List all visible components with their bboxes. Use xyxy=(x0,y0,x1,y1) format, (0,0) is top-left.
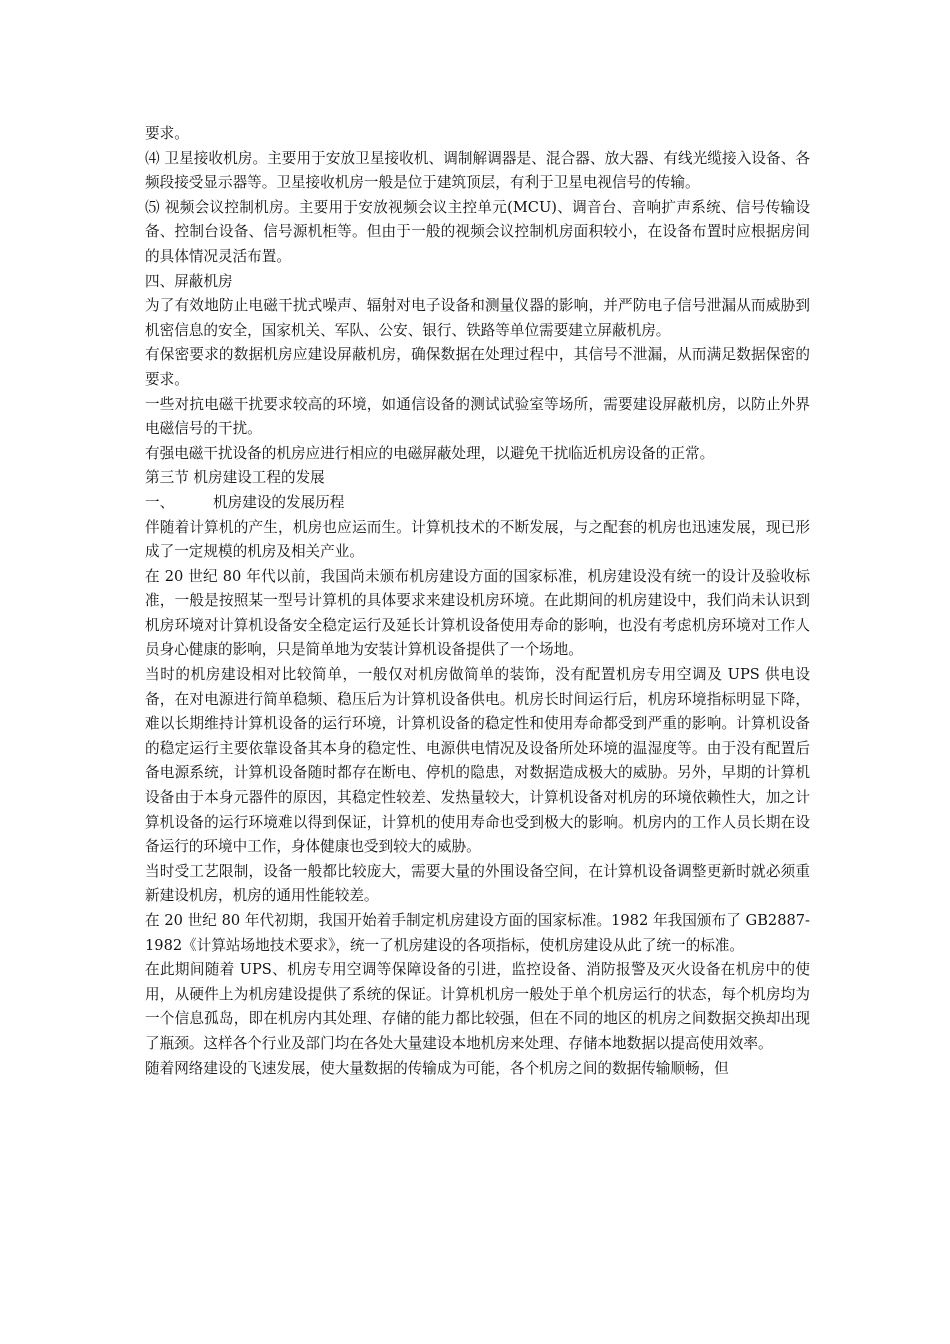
paragraph: 一些对抗电磁干扰要求较高的环境，如通信设备的测试试验室等场所，需要建设屏蔽机房，以防止外界电磁信号的干扰。 xyxy=(145,395,810,438)
paragraph: 在 20 世纪 80 年代初期，我国开始着手制定机房建设方面的国家标准。1982 年我国颁布了 GB2887-1982《计算站场地技术要求》，统一了机房建设的各项指标，使机房建设从此了统一的标准。 xyxy=(145,912,810,954)
chapter-heading: 第三节 机房建设工程的发展 xyxy=(145,469,325,487)
paragraph: 有保密要求的数据机房应建设屏蔽机房，确保数据在处理过程中，其信号不泄漏，从而满足数据保密的要求。 xyxy=(145,346,810,388)
paragraph: 有强电磁干扰设备的机房应进行相应的电磁屏蔽处理，以避免干扰临近机房设备的正常。 xyxy=(145,444,715,462)
paragraph: 伴随着计算机的产生，机房也应运而生。计算机技术的不断发展，与之配套的机房也迅速发展，现已形成了一定规模的机房及相关产业。 xyxy=(145,518,810,561)
paragraph: 当时受工艺限制，设备一般都比较庞大，需要大量的外围设备空间，在计算机设备调整更新时就必须重新建设机房，机房的通用性能较差。 xyxy=(145,862,810,905)
paragraph: 要求。 xyxy=(145,125,189,142)
paragraph: 在此期间随着 UPS、机房专用空调等保障设备的引进，监控设备、消防报警及灭火设备在机房中的使用，从硬件上为机房建设提供了系统的保证。计算机机房一般处于单个机房运行的状态，每个机房均为一个信息孤岛，即在机房内其处理、存储的能力都比较强，但在不同的地区的机房之间数据交换却出现了瓶颈。这样各个行业及部门均在各处大量建设本地机房来处理、存储本地数据以提高使用效率。 xyxy=(145,961,810,1052)
section-heading: 四、屏蔽机房 xyxy=(145,272,233,290)
paragraph: ⑷ 卫星接收机房。主要用于安放卫星接收机、调制解调器是、混合器、放大器、有线光缆接入设备、各频段接受显示器等。卫星接收机房一般是位于建筑顶层，有利于卫星电视信号的传输。 xyxy=(145,149,810,192)
paragraph: ⑸ 视频会议控制机房。主要用于安放视频会议主控单元(MCU)、调音台、音响扩声系统、信号传输设备、控制台设备、信号源机柜等。但由于一般的视频会议控制机房面积较小，在设备布置时应根据房间的具体情况灵活布置。 xyxy=(145,198,810,265)
paragraph: 为了有效地防止电磁干扰式噪声、辐射对电子设备和测量仪器的影响，并严防电子信号泄漏从而威胁到机密信息的安全，国家机关、军队、公安、银行、铁路等单位需要建立屏蔽机房。 xyxy=(145,297,810,339)
subsection-title: 机房建设的发展历程 xyxy=(213,493,345,511)
paragraph: 随着网络建设的飞速发展，使大量数据的传输成为可能，各个机房之间的数据传输顺畅，但 xyxy=(145,1059,729,1077)
subsection-number: 一、 xyxy=(145,493,175,511)
subsection-heading xyxy=(145,491,810,516)
paragraph: 当时的机房建设相对比较简单，一般仅对机房做简单的装饰，没有配置机房专用空调及 UPS 供电设备，在对电源进行简单稳频、稳压后为计算机设备供电。机房长时间运行后，机房环境指标明显下降，难以长期维持计算机设备的运行环境，计算机设备的稳定性和使用寿命都受到严重的影响。计算机设备的稳定运行主要依靠设备其本身的稳定性、电源供电情况及设备所处环境的温湿度等。由于没有配置后备电源系统，计算机设备随时都存在断电、停机的隐患，对数据造成极大的威胁。另外，早期的计算机设备由于本身元器件的原因，其稳定性较差、发热量较大，计算机设备对机房的环境依赖性大，加之计算机设备的运行环境难以得到保证，计算机的使用寿命也受到极大的影响。机房内的工作人员长期在设备运行的环境中工作，身体健康也受到较大的威胁。 xyxy=(145,666,810,856)
document-page xyxy=(145,122,810,1081)
paragraph: 在 20 世纪 80 年代以前，我国尚未颁布机房建设方面的国家标准，机房建设没有统一的设计及验收标准，一般是按照某一型号计算机的具体要求来建设机房环境。在此期间的机房建设中，我们尚未认识到机房环境对计算机设备安全稳定运行及延长计算机设备使用寿命的影响，也没有考虑机房环境对工作人员身心健康的影响，只是简单地为安装计算机设备提供了一个场地。 xyxy=(145,567,810,659)
